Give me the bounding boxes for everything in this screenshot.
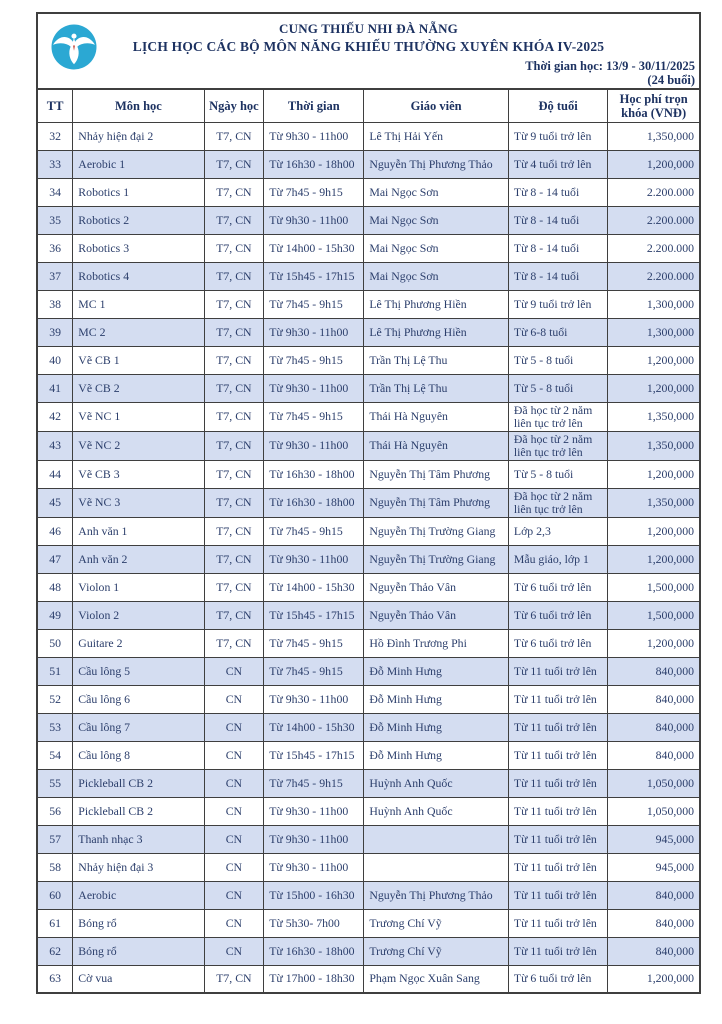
cell-tt: 42 [37, 402, 73, 431]
cell-age: Lớp 2,3 [508, 517, 607, 545]
cell-subject: Vẽ NC 1 [73, 402, 204, 431]
cell-time: Từ 9h30 - 11h00 [264, 431, 364, 460]
cell-time: Từ 5h30- 7h00 [264, 909, 364, 937]
cell-day: CN [204, 909, 264, 937]
study-period: Thời gian học: 13/9 - 30/11/2025 [525, 59, 695, 73]
cell-subject: Vẽ NC 2 [73, 431, 204, 460]
table-row [37, 937, 700, 965]
table-row [37, 629, 700, 657]
cell-fee: 1,300,000 [608, 290, 700, 318]
cell-subject: Anh văn 1 [73, 517, 204, 545]
cell-teacher: Mai Ngọc Sơn [364, 262, 509, 290]
cell-age: Từ 8 - 14 tuổi [508, 178, 607, 206]
cell-age: Từ 11 tuổi trở lên [508, 713, 607, 741]
cell-subject: Anh văn 2 [73, 545, 204, 573]
cell-day: T7, CN [204, 262, 264, 290]
cell-day: CN [204, 797, 264, 825]
cell-time: Từ 9h30 - 11h00 [264, 318, 364, 346]
cell-age: Từ 6 tuổi trở lên [508, 601, 607, 629]
cell-fee: 2.200.000 [608, 206, 700, 234]
cell-subject: Vẽ CB 1 [73, 346, 204, 374]
cell-time: Từ 9h30 - 11h00 [264, 122, 364, 150]
table-row [37, 122, 700, 150]
cell-time: Từ 9h30 - 11h00 [264, 853, 364, 881]
cell-age: Từ 8 - 14 tuổi [508, 206, 607, 234]
cell-teacher: Nguyễn Thảo Vân [364, 601, 509, 629]
cell-time: Từ 14h00 - 15h30 [264, 234, 364, 262]
cell-subject: Robotics 4 [73, 262, 204, 290]
org-name: CUNG THIẾU NHI ĐÀ NẴNG [279, 21, 458, 36]
cell-subject: Pickleball CB 2 [73, 769, 204, 797]
cell-fee: 2.200.000 [608, 262, 700, 290]
cell-teacher: Nguyễn Thảo Vân [364, 573, 509, 601]
cell-subject: Robotics 1 [73, 178, 204, 206]
cell-age: Từ 11 tuổi trở lên [508, 769, 607, 797]
cell-age: Từ 11 tuổi trở lên [508, 741, 607, 769]
cell-teacher: Nguyễn Thị Trường Giang [364, 545, 509, 573]
cell-day: T7, CN [204, 517, 264, 545]
cell-age: Từ 9 tuổi trở lên [508, 290, 607, 318]
cell-tt: 32 [37, 122, 73, 150]
cell-time: Từ 16h30 - 18h00 [264, 460, 364, 488]
cell-teacher: Đỗ Minh Hưng [364, 657, 509, 685]
cell-time: Từ 14h00 - 15h30 [264, 713, 364, 741]
cell-teacher: Nguyễn Thị Phương Thảo [364, 150, 509, 178]
cell-subject: Pickleball CB 2 [73, 797, 204, 825]
cell-fee: 1,200,000 [608, 965, 700, 993]
cell-fee: 840,000 [608, 685, 700, 713]
cell-subject: Cầu lông 6 [73, 685, 204, 713]
cell-teacher: Trần Thị Lệ Thu [364, 374, 509, 402]
cell-day: T7, CN [204, 629, 264, 657]
cell-age: Từ 6 tuổi trở lên [508, 965, 607, 993]
cell-tt: 53 [37, 713, 73, 741]
cell-subject: MC 2 [73, 318, 204, 346]
cell-age: Từ 6-8 tuổi [508, 318, 607, 346]
cell-subject: Bóng rổ [73, 937, 204, 965]
cell-age: Mẫu giáo, lớp 1 [508, 545, 607, 573]
cell-teacher: Thái Hà Nguyên [364, 402, 509, 431]
table-row [37, 769, 700, 797]
cell-tt: 55 [37, 769, 73, 797]
table-header-row [37, 89, 700, 122]
cell-tt: 45 [37, 488, 73, 517]
cell-tt: 44 [37, 460, 73, 488]
cell-age: Từ 11 tuổi trở lên [508, 797, 607, 825]
cell-teacher: Mai Ngọc Sơn [364, 178, 509, 206]
table-row [37, 262, 700, 290]
cell-day: CN [204, 741, 264, 769]
cell-subject: MC 1 [73, 290, 204, 318]
cell-day: T7, CN [204, 290, 264, 318]
cell-tt: 60 [37, 881, 73, 909]
cell-subject: Guitare 2 [73, 629, 204, 657]
cell-day: T7, CN [204, 965, 264, 993]
cell-tt: 41 [37, 374, 73, 402]
cell-tt: 62 [37, 937, 73, 965]
cell-teacher: Mai Ngọc Sơn [364, 206, 509, 234]
cell-time: Từ 9h30 - 11h00 [264, 797, 364, 825]
cell-day: T7, CN [204, 573, 264, 601]
table-body [37, 122, 700, 993]
cell-subject: Thanh nhạc 3 [73, 825, 204, 853]
study-period-block [525, 59, 695, 87]
cell-day: CN [204, 881, 264, 909]
table-row [37, 150, 700, 178]
cell-day: CN [204, 769, 264, 797]
cell-day: CN [204, 713, 264, 741]
cell-teacher: Phạm Ngọc Xuân Sang [364, 965, 509, 993]
table-row [37, 853, 700, 881]
col-header-fee: Học phí trọn khóa (VNĐ) [608, 89, 700, 122]
cell-day: T7, CN [204, 122, 264, 150]
cell-teacher: Trương Chí Vỹ [364, 909, 509, 937]
cell-fee: 1,350,000 [608, 488, 700, 517]
table-row [37, 374, 700, 402]
cell-teacher: Đỗ Minh Hưng [364, 741, 509, 769]
cell-time: Từ 7h45 - 9h15 [264, 346, 364, 374]
cell-tt: 50 [37, 629, 73, 657]
cell-tt: 33 [37, 150, 73, 178]
cell-tt: 35 [37, 206, 73, 234]
col-header-teacher: Giáo viên [364, 89, 509, 122]
cell-tt: 49 [37, 601, 73, 629]
table-row [37, 460, 700, 488]
cell-teacher: Nguyễn Thị Phương Thảo [364, 881, 509, 909]
cell-day: T7, CN [204, 460, 264, 488]
table-row [37, 797, 700, 825]
cell-tt: 34 [37, 178, 73, 206]
table-row [37, 545, 700, 573]
cell-subject: Cờ vua [73, 965, 204, 993]
cell-tt: 46 [37, 517, 73, 545]
cell-time: Từ 16h30 - 18h00 [264, 150, 364, 178]
col-header-day: Ngày học [204, 89, 264, 122]
cell-teacher: Huỳnh Anh Quốc [364, 769, 509, 797]
cell-teacher: Đỗ Minh Hưng [364, 713, 509, 741]
cell-age: Từ 4 tuổi trở lên [508, 150, 607, 178]
cell-fee: 1,200,000 [608, 629, 700, 657]
table-row [37, 685, 700, 713]
cell-tt: 57 [37, 825, 73, 853]
cell-day: T7, CN [204, 206, 264, 234]
cell-subject: Vẽ NC 3 [73, 488, 204, 517]
cell-day: T7, CN [204, 374, 264, 402]
cell-age: Từ 5 - 8 tuổi [508, 346, 607, 374]
cell-age: Từ 11 tuổi trở lên [508, 909, 607, 937]
cell-fee: 1,500,000 [608, 601, 700, 629]
cell-tt: 37 [37, 262, 73, 290]
cell-fee: 1,200,000 [608, 374, 700, 402]
table-row [37, 290, 700, 318]
cell-teacher: Đỗ Minh Hưng [364, 685, 509, 713]
cell-day: CN [204, 825, 264, 853]
document-content [36, 12, 701, 994]
cell-tt: 56 [37, 797, 73, 825]
cell-fee: 1,200,000 [608, 460, 700, 488]
cell-fee: 1,350,000 [608, 402, 700, 431]
page-title: LỊCH HỌC CÁC BỘ MÔN NĂNG KHIẾU THƯỜNG XUYÊN KHÓA IV-2025 [132, 39, 605, 54]
cell-teacher: Nguyễn Thị Tâm Phương [364, 488, 509, 517]
cell-fee: 945,000 [608, 853, 700, 881]
schedule-table [36, 88, 701, 994]
cell-time: Từ 7h45 - 9h15 [264, 657, 364, 685]
cell-subject: Vẽ CB 3 [73, 460, 204, 488]
table-row [37, 881, 700, 909]
cell-teacher: Thái Hà Nguyên [364, 431, 509, 460]
cell-subject: Cầu lông 5 [73, 657, 204, 685]
cell-fee: 1,350,000 [608, 122, 700, 150]
cell-age: Từ 9 tuổi trở lên [508, 122, 607, 150]
cell-subject: Robotics 2 [73, 206, 204, 234]
cell-time: Từ 7h45 - 9h15 [264, 402, 364, 431]
cell-day: T7, CN [204, 234, 264, 262]
cell-tt: 58 [37, 853, 73, 881]
table-row [37, 741, 700, 769]
table-row [37, 206, 700, 234]
cell-age: Từ 5 - 8 tuổi [508, 460, 607, 488]
cell-day: T7, CN [204, 431, 264, 460]
cell-teacher: Hồ Đình Trương Phi [364, 629, 509, 657]
cell-tt: 43 [37, 431, 73, 460]
cell-subject: Violon 1 [73, 573, 204, 601]
cell-fee: 1,200,000 [608, 545, 700, 573]
cell-day: T7, CN [204, 601, 264, 629]
cell-age: Từ 6 tuổi trở lên [508, 629, 607, 657]
cell-time: Từ 16h30 - 18h00 [264, 488, 364, 517]
cell-fee: 1,200,000 [608, 346, 700, 374]
cell-age: Từ 11 tuổi trở lên [508, 881, 607, 909]
cell-age: Đã học từ 2 năm liên tục trở lên [508, 488, 607, 517]
cell-fee: 2.200.000 [608, 234, 700, 262]
cell-tt: 54 [37, 741, 73, 769]
cell-fee: 1,350,000 [608, 431, 700, 460]
cell-teacher: Lê Thị Hải Yến [364, 122, 509, 150]
cell-time: Từ 9h30 - 11h00 [264, 206, 364, 234]
cell-day: CN [204, 853, 264, 881]
cell-subject: Cầu lông 8 [73, 741, 204, 769]
cell-tt: 63 [37, 965, 73, 993]
cell-subject: Robotics 3 [73, 234, 204, 262]
cell-tt: 40 [37, 346, 73, 374]
table-row [37, 431, 700, 460]
cell-time: Từ 9h30 - 11h00 [264, 374, 364, 402]
cell-age: Từ 11 tuổi trở lên [508, 685, 607, 713]
cell-teacher [364, 853, 509, 881]
cell-fee: 1,200,000 [608, 150, 700, 178]
cell-teacher: Mai Ngọc Sơn [364, 234, 509, 262]
cell-age: Từ 11 tuổi trở lên [508, 937, 607, 965]
table-row [37, 402, 700, 431]
cell-time: Từ 7h45 - 9h15 [264, 290, 364, 318]
cell-fee: 1,050,000 [608, 769, 700, 797]
table-row [37, 657, 700, 685]
cell-fee: 840,000 [608, 741, 700, 769]
cell-time: Từ 15h45 - 17h15 [264, 601, 364, 629]
table-row [37, 965, 700, 993]
cell-tt: 47 [37, 545, 73, 573]
cell-age: Từ 11 tuổi trở lên [508, 825, 607, 853]
table-row [37, 825, 700, 853]
cell-teacher: Nguyễn Thị Tâm Phương [364, 460, 509, 488]
table-row [37, 573, 700, 601]
cell-age: Từ 11 tuổi trở lên [508, 853, 607, 881]
cell-day: CN [204, 657, 264, 685]
cell-age: Đã học từ 2 năm liên tục trở lên [508, 431, 607, 460]
cell-age: Đã học từ 2 năm liên tục trở lên [508, 402, 607, 431]
cell-teacher: Huỳnh Anh Quốc [364, 797, 509, 825]
cell-tt: 61 [37, 909, 73, 937]
table-row [37, 713, 700, 741]
cell-teacher [364, 825, 509, 853]
cell-subject: Violon 2 [73, 601, 204, 629]
cell-day: T7, CN [204, 150, 264, 178]
cell-day: T7, CN [204, 545, 264, 573]
cell-fee: 840,000 [608, 909, 700, 937]
cell-subject: Nhảy hiện đại 3 [73, 853, 204, 881]
cell-subject: Aerobic 1 [73, 150, 204, 178]
cell-age: Từ 8 - 14 tuổi [508, 262, 607, 290]
cell-time: Từ 15h00 - 16h30 [264, 881, 364, 909]
cell-tt: 39 [37, 318, 73, 346]
cell-fee: 1,300,000 [608, 318, 700, 346]
cell-time: Từ 9h30 - 11h00 [264, 685, 364, 713]
cell-tt: 48 [37, 573, 73, 601]
cell-time: Từ 15h45 - 17h15 [264, 262, 364, 290]
cell-fee: 2.200.000 [608, 178, 700, 206]
cell-tt: 38 [37, 290, 73, 318]
cell-time: Từ 7h45 - 9h15 [264, 517, 364, 545]
cell-subject: Bóng rổ [73, 909, 204, 937]
cell-day: T7, CN [204, 318, 264, 346]
cell-tt: 36 [37, 234, 73, 262]
table-row [37, 318, 700, 346]
cell-fee: 1,200,000 [608, 517, 700, 545]
cell-age: Từ 11 tuổi trở lên [508, 657, 607, 685]
cell-fee: 840,000 [608, 881, 700, 909]
session-count: (24 buổi) [647, 73, 695, 87]
cell-time: Từ 16h30 - 18h00 [264, 937, 364, 965]
document-header [36, 12, 701, 88]
cell-fee: 945,000 [608, 825, 700, 853]
cell-fee: 840,000 [608, 657, 700, 685]
cell-day: CN [204, 685, 264, 713]
col-header-subject: Môn học [73, 89, 204, 122]
col-header-age: Độ tuổi [508, 89, 607, 122]
cell-time: Từ 9h30 - 11h00 [264, 545, 364, 573]
cell-subject: Vẽ CB 2 [73, 374, 204, 402]
cell-age: Từ 8 - 14 tuổi [508, 234, 607, 262]
dove-logo-icon [50, 23, 98, 71]
cell-teacher: Trần Thị Lệ Thu [364, 346, 509, 374]
cell-subject: Cầu lông 7 [73, 713, 204, 741]
cell-time: Từ 7h45 - 9h15 [264, 629, 364, 657]
table-row [37, 909, 700, 937]
cell-teacher: Trương Chí Vỹ [364, 937, 509, 965]
cell-time: Từ 9h30 - 11h00 [264, 825, 364, 853]
cell-age: Từ 6 tuổi trở lên [508, 573, 607, 601]
cell-time: Từ 7h45 - 9h15 [264, 178, 364, 206]
cell-age: Từ 5 - 8 tuổi [508, 374, 607, 402]
cell-fee: 1,050,000 [608, 797, 700, 825]
cell-fee: 840,000 [608, 937, 700, 965]
table-row [37, 178, 700, 206]
cell-day: T7, CN [204, 346, 264, 374]
table-row [37, 488, 700, 517]
cell-day: T7, CN [204, 178, 264, 206]
cell-tt: 51 [37, 657, 73, 685]
cell-time: Từ 15h45 - 17h15 [264, 741, 364, 769]
cell-day: T7, CN [204, 402, 264, 431]
col-header-tt: TT [37, 89, 73, 122]
cell-teacher: Lê Thị Phương Hiền [364, 318, 509, 346]
cell-fee: 1,500,000 [608, 573, 700, 601]
cell-time: Từ 7h45 - 9h15 [264, 769, 364, 797]
table-row [37, 517, 700, 545]
table-row [37, 346, 700, 374]
cell-day: CN [204, 937, 264, 965]
cell-subject: Aerobic [73, 881, 204, 909]
cell-time: Từ 17h00 - 18h30 [264, 965, 364, 993]
col-header-time: Thời gian [264, 89, 364, 122]
cell-day: T7, CN [204, 488, 264, 517]
table-row [37, 601, 700, 629]
cell-teacher: Lê Thị Phương Hiền [364, 290, 509, 318]
cell-subject: Nhảy hiện đại 2 [73, 122, 204, 150]
cell-tt: 52 [37, 685, 73, 713]
cell-time: Từ 14h00 - 15h30 [264, 573, 364, 601]
cell-teacher: Nguyễn Thị Trường Giang [364, 517, 509, 545]
cell-fee: 840,000 [608, 713, 700, 741]
table-row [37, 234, 700, 262]
